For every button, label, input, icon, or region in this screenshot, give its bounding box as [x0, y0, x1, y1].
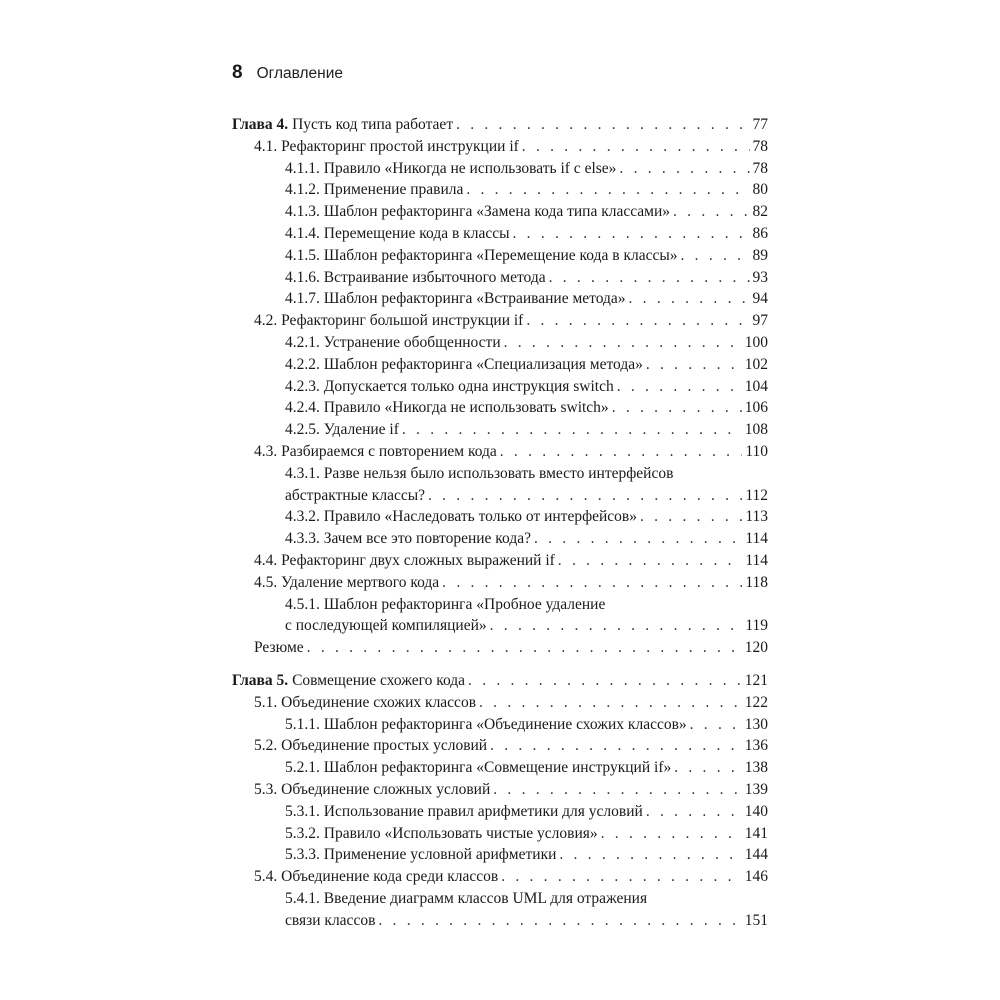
leader-dots — [690, 714, 742, 736]
toc-entry-text-continued: абстрактные классы? — [285, 486, 425, 504]
toc-subsection — [232, 844, 768, 866]
toc-entry-text: 4.1.1. Правило «Никогда не использовать if с else» — [285, 159, 617, 177]
page-ref: 108 — [744, 421, 768, 439]
toc-subsection — [232, 419, 768, 441]
page-ref: 106 — [744, 399, 768, 417]
toc-entry-text: 5.4.1. Введение диаграмм классов UML для отражения — [285, 889, 648, 907]
toc-entry-text: 4.1.3. Шаблон рефакторинга «Замена кода типа классами» — [285, 203, 671, 221]
toc-subsection — [232, 267, 768, 289]
toc-subsection — [232, 245, 768, 267]
toc-subsection — [232, 223, 768, 245]
leader-dots — [559, 844, 741, 866]
page-ref: 144 — [744, 846, 768, 864]
toc-subsection — [232, 823, 768, 845]
toc-entry-text: 5.1. Объединение схожих классов — [254, 693, 477, 711]
leader-dots — [619, 158, 749, 180]
page-ref: 121 — [744, 671, 768, 689]
toc-entry-text: 4.2.1. Устранение обобщенности — [285, 333, 501, 351]
page-ref: 114 — [745, 551, 768, 569]
page-ref: 138 — [744, 759, 768, 777]
toc-section — [232, 692, 768, 714]
leader-dots — [442, 572, 742, 594]
leader-dots — [549, 267, 750, 289]
page-number: 8 — [232, 62, 243, 83]
leader-dots — [673, 201, 749, 223]
leader-dots — [402, 419, 742, 441]
leader-dots — [428, 485, 742, 507]
toc-entry-text: 4.3.2. Правило «Наследовать только от интерфейсов» — [285, 508, 637, 526]
toc-entry-text: Резюме — [254, 639, 304, 657]
toc-subsection — [232, 757, 768, 779]
leader-dots — [526, 310, 749, 332]
toc-subsection — [232, 888, 768, 910]
chapter-title: Пусть код типа работает — [292, 116, 454, 133]
leader-dots — [493, 779, 741, 801]
toc-entry-text: 4.3. Разбираемся с повторением кода — [254, 442, 497, 460]
toc-entry-text: 5.2. Объединение простых условий — [254, 737, 488, 755]
chapter-label: Глава 5. — [232, 671, 289, 689]
page-ref: 136 — [744, 737, 768, 755]
toc-entry-text: 4.1.4. Перемещение кода в классы — [285, 224, 510, 242]
leader-dots — [513, 223, 750, 245]
page-ref: 89 — [752, 246, 768, 264]
toc-entry-text: 5.3.2. Правило «Использовать чистые условия» — [285, 824, 598, 842]
toc-entry-text: 4.1. Рефакторинг простой инструкции if — [254, 137, 519, 155]
toc-entry-text: 4.2.3. Допускается только одна инструкция switch — [285, 377, 614, 395]
leader-dots — [468, 670, 742, 692]
leader-dots — [612, 397, 742, 419]
toc-entry-text: 4.5. Удаление мертвого кода — [254, 573, 440, 591]
page-ref: 77 — [752, 116, 768, 133]
toc-entry-text: 5.4. Объединение кода среди классов — [254, 868, 499, 886]
page-ref: 80 — [752, 181, 768, 199]
toc-section — [232, 779, 768, 801]
page-ref: 122 — [744, 693, 768, 711]
page-ref: 113 — [745, 508, 768, 526]
toc-subsection-continuation — [232, 615, 768, 637]
leader-dots — [378, 910, 741, 932]
page-ref: 78 — [752, 137, 768, 155]
running-head — [232, 62, 343, 84]
toc-subsection — [232, 288, 768, 310]
page-ref: 104 — [744, 377, 768, 395]
toc-entry-text: 5.1.1. Шаблон рефакторинга «Объединение схожих классов» — [285, 715, 687, 733]
toc-section — [232, 866, 768, 888]
toc-entry-text: 4.2.2. Шаблон рефакторинга «Специализация метода» — [285, 355, 643, 373]
toc-section — [232, 310, 768, 332]
leader-dots — [681, 245, 750, 267]
leader-dots — [501, 866, 742, 888]
toc-section — [232, 136, 768, 158]
toc-section — [232, 572, 768, 594]
leader-dots — [646, 801, 742, 823]
page-ref: 140 — [744, 802, 768, 820]
page-ref: 78 — [752, 159, 768, 177]
page-ref: 93 — [752, 268, 768, 286]
leader-dots — [500, 441, 743, 463]
leader-dots — [646, 354, 742, 376]
leader-dots — [640, 506, 742, 528]
toc-entry-text-continued: с последующей компиляцией» — [285, 617, 487, 635]
toc-subsection — [232, 376, 768, 398]
page-ref: 146 — [744, 868, 768, 886]
toc-subsection-continuation — [232, 910, 768, 932]
toc-subsection — [232, 463, 768, 485]
chapter-title: Совмещение схожего кода — [292, 671, 466, 689]
page-ref: 141 — [744, 824, 768, 842]
toc-subsection — [232, 158, 768, 180]
header-title: Оглавление — [256, 65, 343, 82]
toc-entry-text: 4.3.1. Разве нельзя было использовать вместо интерфейсов — [285, 464, 674, 482]
toc-entry-text: 4.4. Рефакторинг двух сложных выражений if — [254, 551, 555, 569]
leader-dots — [534, 528, 742, 550]
toc-subsection — [232, 201, 768, 223]
page-ref: 110 — [745, 442, 768, 460]
leader-dots — [601, 823, 742, 845]
toc-section — [232, 735, 768, 757]
toc-entry-text: 4.2. Рефакторинг большой инструкции if — [254, 312, 524, 330]
toc-entry-text: 4.1.6. Встраивание избыточного метода — [285, 268, 546, 286]
toc-chapter-5 — [232, 670, 768, 692]
toc-subsection — [232, 397, 768, 419]
page-ref: 120 — [744, 639, 768, 657]
toc-section — [232, 550, 768, 572]
toc-entry-text: 4.1.2. Применение правила — [285, 181, 464, 199]
page-ref: 118 — [745, 573, 768, 591]
leader-dots — [456, 114, 749, 136]
page-ref: 130 — [744, 715, 768, 733]
toc-summary — [232, 637, 768, 659]
page-ref: 100 — [744, 333, 768, 351]
toc-subsection — [232, 528, 768, 550]
page-ref: 139 — [744, 780, 768, 798]
toc-entry-text: 4.2.5. Удаление if — [285, 421, 399, 439]
table-of-contents — [232, 114, 768, 931]
leader-dots — [490, 735, 742, 757]
toc-entry-text: 4.2.4. Правило «Никогда не использовать switch» — [285, 399, 609, 417]
leader-dots — [558, 550, 743, 572]
leader-dots — [307, 637, 742, 659]
leader-dots — [629, 288, 750, 310]
toc-entry-text: 4.1.7. Шаблон рефакторинга «Встраивание метода» — [285, 290, 626, 308]
toc-entry-text: 5.2.1. Шаблон рефакторинга «Совмещение инструкций if» — [285, 759, 672, 777]
page-ref: 119 — [745, 617, 768, 635]
toc-subsection — [232, 179, 768, 201]
page-ref: 97 — [752, 312, 768, 330]
leader-dots — [479, 692, 742, 714]
page-ref: 102 — [744, 355, 768, 373]
page-ref: 112 — [745, 486, 768, 504]
toc-section — [232, 441, 768, 463]
toc-subsection — [232, 714, 768, 736]
page-ref: 94 — [752, 290, 768, 308]
toc-entry-text-continued: связи классов — [285, 911, 376, 929]
toc-entry-text: 5.3. Объединение сложных условий — [254, 780, 491, 798]
leader-dots — [504, 332, 742, 354]
toc-chapter-4 — [232, 114, 768, 136]
leader-dots — [522, 136, 750, 158]
toc-subsection — [232, 594, 768, 616]
leader-dots — [490, 615, 743, 637]
leader-dots — [466, 179, 749, 201]
leader-dots — [617, 376, 742, 398]
toc-subsection — [232, 801, 768, 823]
toc-subsection — [232, 506, 768, 528]
toc-entry-text: 5.3.1. Использование правил арифметики для условий — [285, 802, 643, 820]
toc-subsection — [232, 332, 768, 354]
toc-entry-text: 5.3.3. Применение условной арифметики — [285, 846, 557, 864]
toc-entry-text: 4.1.5. Шаблон рефакторинга «Перемещение кода в классы» — [285, 246, 678, 264]
toc-subsection-continuation — [232, 485, 768, 507]
page-ref: 86 — [752, 224, 768, 242]
chapter-label: Глава 4. — [232, 116, 289, 133]
toc-entry-text: 4.5.1. Шаблон рефакторинга «Пробное удаление — [285, 595, 606, 613]
leader-dots — [674, 757, 742, 779]
page-ref: 114 — [745, 530, 768, 548]
toc-subsection — [232, 354, 768, 376]
page-ref: 151 — [744, 911, 768, 929]
page-ref: 82 — [752, 203, 768, 221]
toc-entry-text: 4.3.3. Зачем все это повторение кода? — [285, 530, 531, 548]
